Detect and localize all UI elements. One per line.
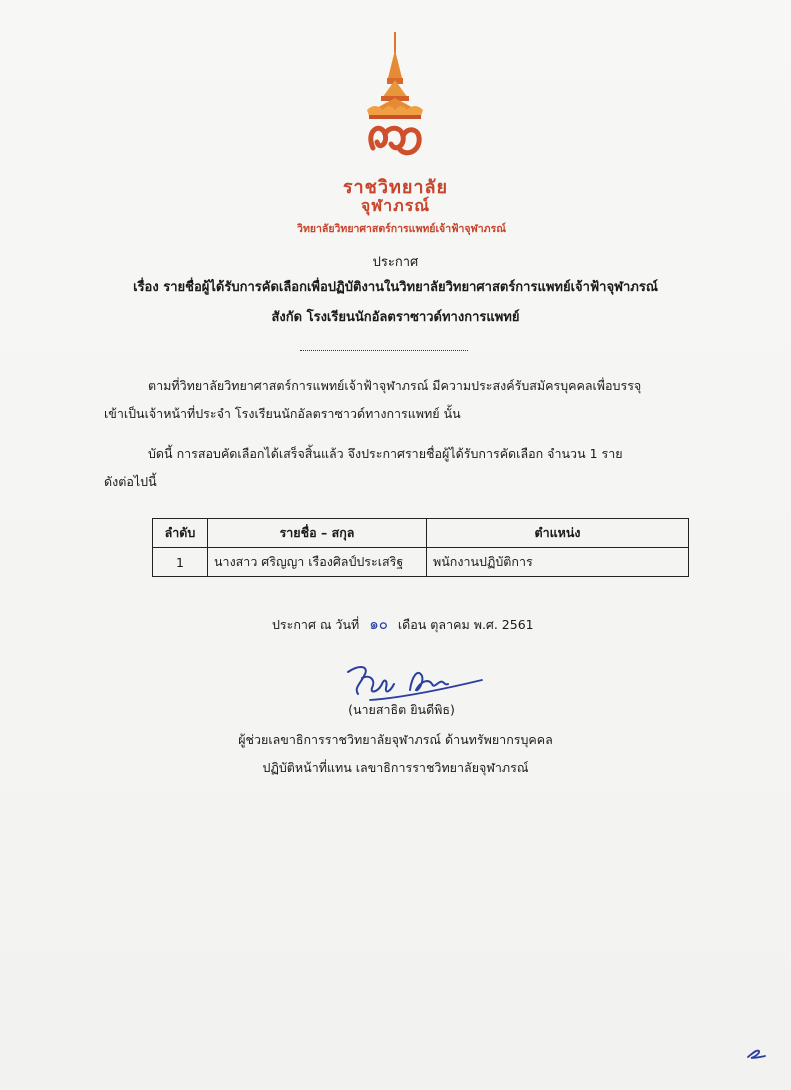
date-month: เดือน ตุลาคม — [397, 617, 470, 632]
dotted-divider — [300, 350, 468, 351]
brand-name-line1: ราชวิทยาลัย — [342, 177, 449, 198]
body-paragraph-2-line-2: ดังต่อไปนี้ — [104, 474, 157, 489]
announcement-heading: ประกาศ — [372, 255, 419, 270]
chulabhorn-royal-college-logo-icon — [355, 30, 435, 170]
body-paragraph-1-line-2: เข้าเป็นเจ้าหน้าที่ประจำ โรงเรียนนักอัลตราซาวด์ทางการแพทย์ นั้น — [104, 406, 461, 421]
table-header-row — [153, 519, 689, 548]
body-paragraph-2-line-1: บัดนี้ การสอบคัดเลือกได้เสร็จสิ้นแล้ว จึงประกาศรายชื่อผู้ได้รับการคัดเลือก จำนวน 1 ราย — [148, 446, 623, 461]
column-header-name: รายชื่อ – สกุล — [208, 519, 427, 548]
cell-name: นางสาว ศริญญา เรืองศิลป์ประเสริฐ — [208, 548, 427, 577]
cell-position: พนักงานปฏิบัติการ — [427, 548, 689, 577]
announcement-date — [272, 612, 534, 636]
signatory-role-line-1: ผู้ช่วยเลขาธิการราชวิทยาลัยจุฬาภรณ์ ด้านทรัพยากรบุคคล — [238, 732, 553, 747]
brand-name-line2: จุฬาภรณ์ — [360, 196, 431, 215]
institution-name: วิทยาลัยวิทยาศาสตร์การแพทย์เจ้าฟ้าจุฬาภรณ์ — [297, 223, 506, 235]
handwritten-initial-mark-icon — [745, 1045, 767, 1061]
announcement-subject: เรื่อง รายชื่อผู้ได้รับการคัดเลือกเพื่อปฏิบัติงานในวิทยาลัยวิทยาศาสตร์การแพทย์เจ้าฟ้าจุฬาภรณ์ — [133, 280, 658, 295]
selected-candidates-table — [152, 518, 689, 577]
column-header-position: ตำแหน่ง — [427, 519, 689, 548]
signatory-role-line-2: ปฏิบัติหน้าที่แทน เลขาธิการราชวิทยาลัยจุฬาภรณ์ — [262, 760, 529, 775]
date-year: พ.ศ. 2561 — [473, 617, 534, 632]
body-paragraph-1-line-1: ตามที่วิทยาลัยวิทยาศาสตร์การแพทย์เจ้าฟ้าจุฬาภรณ์ มีความประสงค์รับสมัครบุคคลเพื่อบรรจุ — [148, 378, 642, 393]
announcement-affiliation: สังกัด โรงเรียนนักอัลตราซาวด์ทางการแพทย์ — [271, 310, 520, 325]
signatory-name: (นายสาธิต ยินดีพิธ) — [348, 702, 455, 717]
date-day-handwritten: ๑๐ — [369, 615, 388, 633]
table-row — [153, 548, 689, 577]
date-prefix: ประกาศ ณ วันที่ — [272, 617, 360, 632]
cell-index: 1 — [153, 548, 208, 577]
column-header-index: ลำดับ — [153, 519, 208, 548]
